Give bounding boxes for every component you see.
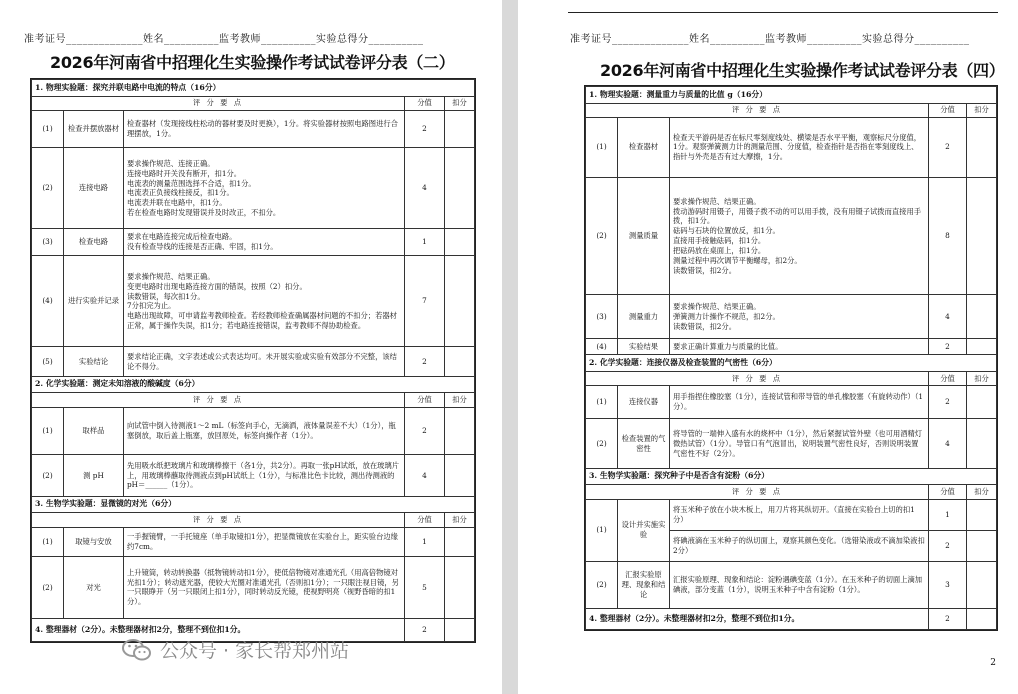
section-heading: 3. 生物学实验题：显微镜的对光（6分） (32, 496, 475, 513)
table-row (32, 527, 475, 556)
row-points: 要求操作规范、结果正确。 变更电路时出现电路连接方面的错误，按照（2）扣分。 读数错误，每次扣1分。 7分扣完为止。 电路出现故障，可申请监考教师检查。若经教师检查确属器材问题的不扣分；若器材正常，属于操作失误，扣1分；若电路连接错误，监考教师不得协助检查。 (124, 256, 405, 347)
deduct-cell[interactable] (966, 419, 996, 469)
row-item: 汇报实验原理、现象和结论 (618, 561, 670, 608)
column-header-score: 分值 (404, 513, 444, 528)
row-number: (1) (586, 117, 618, 177)
row-points: 用手指捏住橡胶塞（1分），连接试管和带导管的单孔橡胶塞（有旋转动作）（1分）。 (670, 386, 929, 419)
deduct-cell[interactable] (966, 338, 996, 355)
row-number: (5) (32, 347, 64, 376)
row-item: 检查器材 (618, 117, 670, 177)
name-label: 姓名 (143, 34, 164, 45)
row-points: 要求操作规范、连接正确。 连接电路时开关没有断开，扣1分。 电流表的测量范围选择不合适，扣1分。 电流表正负接线柱接反，扣1分。 电流表并联在电路中，扣1分。 若在检查电路时发现错误并及时改正，不扣分。 (124, 148, 405, 229)
row-score: 2 (928, 338, 966, 355)
row-item: 对光 (64, 556, 124, 618)
deduct-cell[interactable] (966, 499, 996, 530)
column-header-score: 分值 (404, 96, 444, 111)
table-row (586, 295, 997, 338)
column-header-score: 分值 (928, 371, 966, 385)
row-points: 上升镜筒，转动转换器（抵物镜转动扣1分），使低倍物镜对准通光孔（用高倍物镜对光扣1分）；转动遮光器，使较大光圈对准通光孔（否则扣1分）；一只眼注视目镜，另一只眼睁开（另一只眼闭上扣1分），同时转动反光镜，使视野明亮（视野昏暗的扣1分）。 (124, 556, 405, 618)
document-page-right (518, 0, 1018, 694)
row-number: (2) (32, 148, 64, 229)
row-points: 将导管的一端伸入盛有水的烧杯中（1分），然后紧握试管外壁（也可用酒精灯微热试管）（1分）。导管口有气泡冒出，说明装置气密性良好，否则说明装置气密性不好（2分）。 (670, 419, 929, 469)
row-number: (1) (586, 386, 618, 419)
row-score: 2 (404, 619, 444, 642)
row-score: 2 (404, 407, 444, 455)
row-item: 连接仪器 (618, 386, 670, 419)
row-score: 8 (928, 177, 966, 295)
column-header-deduct: 扣分 (966, 485, 996, 499)
row-points: 要求正确计算重力与质量的比值。 (670, 338, 929, 355)
wechat-icon (122, 638, 152, 662)
row-points: 要求在电路连接完成后检查电路。 没有检查导线的连接是否正确、牢固，扣1分。 (124, 229, 405, 256)
table-row (32, 148, 475, 229)
deduct-cell[interactable] (444, 455, 474, 496)
footer-cleanup-text: 4. 整理器材（2分）。未整理器材扣2分，整理不到位扣1分。 (586, 609, 929, 630)
row-number: (4) (586, 338, 618, 355)
row-item: 实验结论 (64, 347, 124, 376)
row-points: 将玉米种子放在小块木板上，用刀片将其纵切开。（直接在实验台上切的扣1分） (670, 499, 929, 530)
row-number: (2) (586, 561, 618, 608)
row-number: (2) (586, 419, 618, 469)
deduct-cell[interactable] (966, 117, 996, 177)
table-row (32, 407, 475, 455)
row-points: 检查器材（发现接线柱松动的器材要及时更换），1分。将实验器材按照电路图进行合理摆放，1分。 (124, 111, 405, 148)
section-heading: 1. 物理实验题：测量重力与质量的比值 g（16分） (586, 87, 997, 104)
row-score: 1 (404, 527, 444, 556)
name-label: 姓名 (689, 34, 710, 45)
row-number: (1) (32, 407, 64, 455)
column-header-score: 分值 (404, 393, 444, 408)
row-item: 测量质量 (618, 177, 670, 295)
row-item: 检查并摆放器材 (64, 111, 124, 148)
watermark (122, 636, 349, 663)
deduct-cell[interactable] (444, 111, 474, 148)
row-number: (2) (32, 455, 64, 496)
row-score: 4 (404, 455, 444, 496)
row-points: 先用吸水纸把玻璃片和玻璃棒擦干（各1分，共2分）。再取一张pH试纸，放在玻璃片上，用玻璃棒蘸取待测液点到pH试纸上（1分），与标准比色卡比较，测出待测液的pH＝______（1分）。 (124, 455, 405, 496)
teacher-label: 监考教师 (765, 34, 807, 45)
row-number: (4) (32, 256, 64, 347)
row-number: (1) (586, 499, 618, 561)
section-heading: 1. 物理实验题：探究并联电路中电流的特点（16分） (32, 80, 475, 97)
row-points: 要求操作规范、结果正确。 拨动游码时用镊子，用镊子拨不动的可以用手拨，没有用镊子试拨而直接用手拨，扣1分。 砝码与石块的位置放反，扣1分。 直接用手接触砝码，扣1分。 把砝码放在桌面上，扣1分。 测量过程中再次调节平衡螺母，扣2分。 读数错误，扣2分。 (670, 177, 929, 295)
column-header-points: 评 分 要 点 (32, 96, 405, 111)
deduct-cell[interactable] (444, 148, 474, 229)
column-header-deduct: 扣分 (444, 513, 474, 528)
section-heading: 2. 化学实验题：连接仪器及检查装置的气密性（6分） (586, 355, 997, 372)
column-header-score: 分值 (928, 485, 966, 499)
column-header-points: 评 分 要 点 (586, 485, 929, 499)
page-number: 2 (990, 658, 996, 668)
row-score: 2 (928, 117, 966, 177)
table-row (32, 256, 475, 347)
row-score: 1 (404, 229, 444, 256)
column-header-points: 评 分 要 点 (32, 513, 405, 528)
section-heading: 2. 化学实验题：测定未知溶液的酸碱度（6分） (32, 376, 475, 393)
column-header-deduct: 扣分 (966, 103, 996, 117)
row-item: 连接电路 (64, 148, 124, 229)
total-score-label: 实验总得分 (316, 34, 369, 45)
row-score: 4 (928, 419, 966, 469)
row-score: 3 (928, 561, 966, 608)
exam-header: 准考证号______________姓名__________监考教师__________实验总得分__________ (24, 34, 424, 45)
row-item: 进行实验并记录 (64, 256, 124, 347)
row-number: (2) (586, 177, 618, 295)
row-score: 2 (928, 530, 966, 561)
exam-header: 准考证号______________姓名__________监考教师__________实验总得分__________ (570, 34, 970, 45)
column-header-deduct: 扣分 (444, 393, 474, 408)
deduct-cell[interactable] (966, 177, 996, 295)
row-score: 7 (404, 256, 444, 347)
row-score: 2 (404, 111, 444, 148)
deduct-cell[interactable] (444, 407, 474, 455)
row-item: 取镜与安放 (64, 527, 124, 556)
row-item: 取样品 (64, 407, 124, 455)
row-score: 2 (404, 347, 444, 376)
exam-id-label: 准考证号 (24, 34, 66, 45)
row-points: 将碘液滴在玉米种子的纵切面上，观察其颜色变化。（选错染液或不滴加染液扣2分） (670, 530, 929, 561)
row-score: 1 (928, 499, 966, 530)
row-score: 4 (928, 295, 966, 338)
deduct-cell[interactable] (444, 619, 474, 642)
table-row (586, 177, 997, 295)
table-row (586, 499, 997, 530)
deduct-cell[interactable] (444, 256, 474, 347)
watermark-text: 公众号 · 家长帮郑州站 (160, 640, 350, 662)
column-header-points: 评 分 要 点 (32, 393, 405, 408)
row-item: 实验结果 (618, 338, 670, 355)
table-row (32, 556, 475, 618)
row-item: 测量重力 (618, 295, 670, 338)
table-row (586, 338, 997, 355)
column-header-points: 评 分 要 点 (586, 103, 929, 117)
row-score: 2 (928, 609, 966, 630)
exam-id-label: 准考证号 (570, 34, 612, 45)
table-row (586, 419, 997, 469)
table-row (32, 455, 475, 496)
table-row (32, 229, 475, 256)
row-item: 测 pH (64, 455, 124, 496)
row-number: (1) (32, 111, 64, 148)
deduct-cell[interactable] (966, 561, 996, 608)
page-title: 2026年河南省中招理化生实验操作考试试卷评分表（四） (600, 61, 1005, 80)
row-points: 要求操作规范、结果正确。 弹簧测力计操作不规范，扣2分。 读数错误，扣2分。 (670, 295, 929, 338)
column-header-points: 评 分 要 点 (586, 371, 929, 385)
total-score-label: 实验总得分 (862, 34, 915, 45)
column-header-score: 分值 (928, 103, 966, 117)
deduct-cell[interactable] (444, 527, 474, 556)
deduct-cell[interactable] (966, 386, 996, 419)
row-points: 汇报实验原理、现象和结论：淀粉遇碘变蓝（1分）。在玉米种子的切面上滴加碘液，部分变蓝（1分），说明玉米种子中含有淀粉（1分）。 (670, 561, 929, 608)
footer-cleanup-text: 4. 整理器材（2分）。未整理器材扣2分，整理不到位扣1分。 (32, 619, 405, 642)
teacher-label: 监考教师 (219, 34, 261, 45)
deduct-cell[interactable] (966, 295, 996, 338)
column-header-deduct: 扣分 (444, 96, 474, 111)
row-number: (3) (586, 295, 618, 338)
row-item: 检查电路 (64, 229, 124, 256)
deduct-cell[interactable] (966, 609, 996, 630)
row-number: (3) (32, 229, 64, 256)
scoring-table (584, 85, 998, 631)
row-points: 向试管中倒入待测液1～2 mL（标签向手心，无滴洒，液体量误差不大）（1分），瓶塞倒放，取后盖上瓶塞，放回原处，标签向操作者（1分）。 (124, 407, 405, 455)
row-number: (1) (32, 527, 64, 556)
table-row (32, 111, 475, 148)
row-score: 4 (404, 148, 444, 229)
deduct-cell[interactable] (444, 347, 474, 376)
table-row (32, 347, 475, 376)
deduct-cell[interactable] (444, 556, 474, 618)
row-points: 一手握镜臂，一手托镜座（单手取镜扣1分），把显微镜放在实验台上，距实验台边缘约7cm。 (124, 527, 405, 556)
document-page-left (0, 0, 502, 694)
table-row (586, 117, 997, 177)
section-heading: 3. 生物学实验题：探究种子中是否含有淀粉（6分） (586, 468, 997, 485)
table-row (586, 386, 997, 419)
row-score: 5 (404, 556, 444, 618)
deduct-cell[interactable] (444, 229, 474, 256)
row-points: 要求结论正确，文字表述或公式表达均可。未开展实验或实验有效部分不完整，该结论不得分。 (124, 347, 405, 376)
row-item: 设计并实施实验 (618, 499, 670, 561)
row-points: 检查天平游码是否在标尺零刻度线处、横梁是否水平平衡，观察标尺分度值，1分。观察弹簧测力计的测量范围、分度值，检查指针是否指在零刻度线上、指针与外壳是否有过大摩擦，1分。 (670, 117, 929, 177)
page-title: 2026年河南省中招理化生实验操作考试试卷评分表（二） (50, 53, 455, 72)
row-item: 检查装置的气密性 (618, 419, 670, 469)
header-rule (568, 12, 998, 13)
deduct-cell[interactable] (966, 530, 996, 561)
table-row (586, 609, 997, 630)
row-number: (2) (32, 556, 64, 618)
row-score: 2 (928, 386, 966, 419)
table-row (586, 561, 997, 608)
scoring-table (30, 78, 476, 643)
column-header-deduct: 扣分 (966, 371, 996, 385)
